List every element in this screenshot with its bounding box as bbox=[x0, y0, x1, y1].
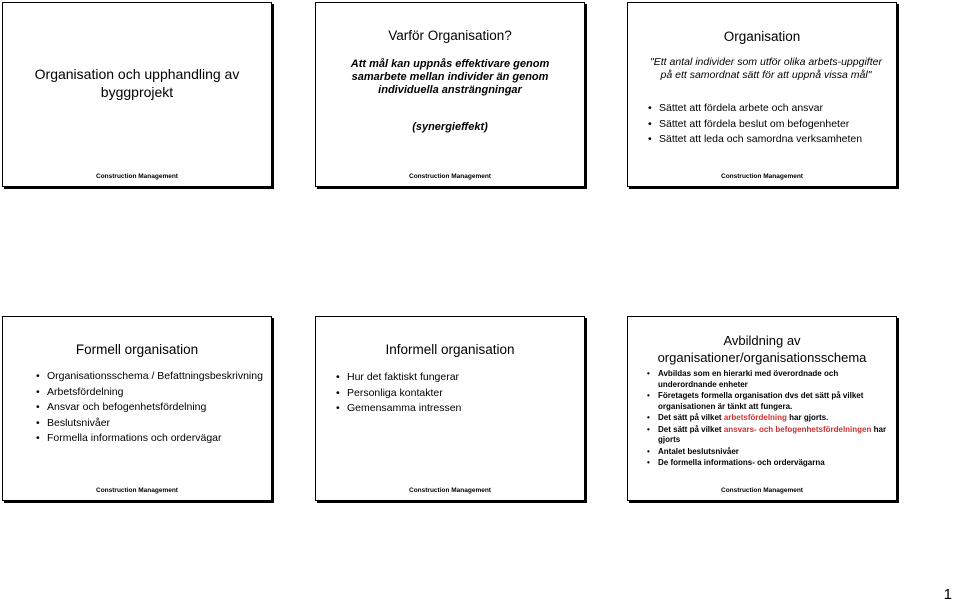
list-item: • Ansvar och befogenhetsfördelning bbox=[47, 401, 267, 414]
slide-title: Informell organisation bbox=[385, 342, 515, 357]
list-item: • Sättet att fördela arbete och ansvar bbox=[659, 101, 862, 117]
slide-2 bbox=[315, 2, 585, 187]
list-item-text: har gjorts bbox=[658, 424, 887, 444]
list-item: • Formella informations och ordervägar bbox=[47, 432, 267, 445]
list-item: • Antalet beslutsnivåer bbox=[658, 447, 888, 458]
slide-note: (synergieffekt) bbox=[412, 121, 488, 133]
slide-footer: Construction Management bbox=[409, 173, 491, 180]
list-item: • Hur det faktiskt fungerar bbox=[347, 370, 461, 386]
highlight-text: ansvars- och befogenhetsfördelningen bbox=[723, 424, 872, 434]
list-item: • Företagets formella organisation dvs det sätt på vilket organisationen är tänkt att fungera. bbox=[658, 391, 888, 412]
slide-title: Organisation bbox=[723, 29, 801, 44]
list-item: • Personliga kontakter bbox=[347, 386, 461, 402]
slide-title: Organisation och upphandling av byggprojekt bbox=[34, 66, 240, 100]
list-item: • Avbildas som en hierarki med överordnade och underordnande enheter bbox=[658, 369, 888, 390]
list-item: • Beslutsnivåer bbox=[47, 417, 267, 430]
list-item-text: Det sätt på vilket bbox=[658, 424, 724, 434]
slide-footer: Construction Management bbox=[96, 173, 178, 180]
page-number: 1 bbox=[943, 586, 952, 603]
highlight-text: arbetsfördelning bbox=[723, 413, 787, 422]
slide-footer: Construction Management bbox=[96, 487, 178, 494]
slide-title: Avbildning av organisationer/organisationsschema bbox=[657, 333, 867, 365]
slide-statement: Att mål kan uppnås effektivare genom samarbete mellan individer än genom individuella ansträngningar bbox=[350, 58, 550, 96]
list-item bbox=[658, 425, 888, 446]
bullet-list bbox=[658, 369, 888, 470]
slide-1 bbox=[2, 2, 272, 187]
list-item bbox=[658, 413, 888, 424]
list-item-text: har gjorts. bbox=[786, 413, 829, 422]
bullet-list bbox=[347, 370, 461, 417]
slide-quote: "Ett antal individer som utför olika arbets-uppgifter på ett samordnat sätt för att uppnå vissa mål" bbox=[650, 56, 882, 81]
slide-5 bbox=[315, 316, 585, 501]
list-item: • Gemensamma intressen bbox=[347, 401, 461, 417]
slide-footer: Construction Management bbox=[409, 487, 491, 494]
list-item: • De formella informations- och ordervägarna bbox=[658, 458, 888, 469]
list-item: • Organisationsschema / Befattningsbeskrivning bbox=[47, 370, 267, 383]
slide-6 bbox=[627, 316, 897, 501]
slide-title: Formell organisation bbox=[75, 342, 199, 357]
bullet-list bbox=[659, 101, 862, 148]
bullet-list bbox=[47, 370, 267, 448]
slide-title: Varför Organisation? bbox=[388, 28, 512, 43]
list-item: • Sättet att leda och samordna verksamheten bbox=[659, 132, 862, 148]
slide-footer: Construction Management bbox=[721, 487, 803, 494]
slide-3 bbox=[627, 2, 897, 187]
list-item: • Sättet att fördela beslut om befogenheter bbox=[659, 117, 862, 133]
slide-footer: Construction Management bbox=[721, 173, 803, 180]
slide-4 bbox=[2, 316, 272, 501]
list-item-text: Det sätt på vilket bbox=[658, 413, 724, 422]
list-item: • Arbetsfördelning bbox=[47, 386, 267, 399]
